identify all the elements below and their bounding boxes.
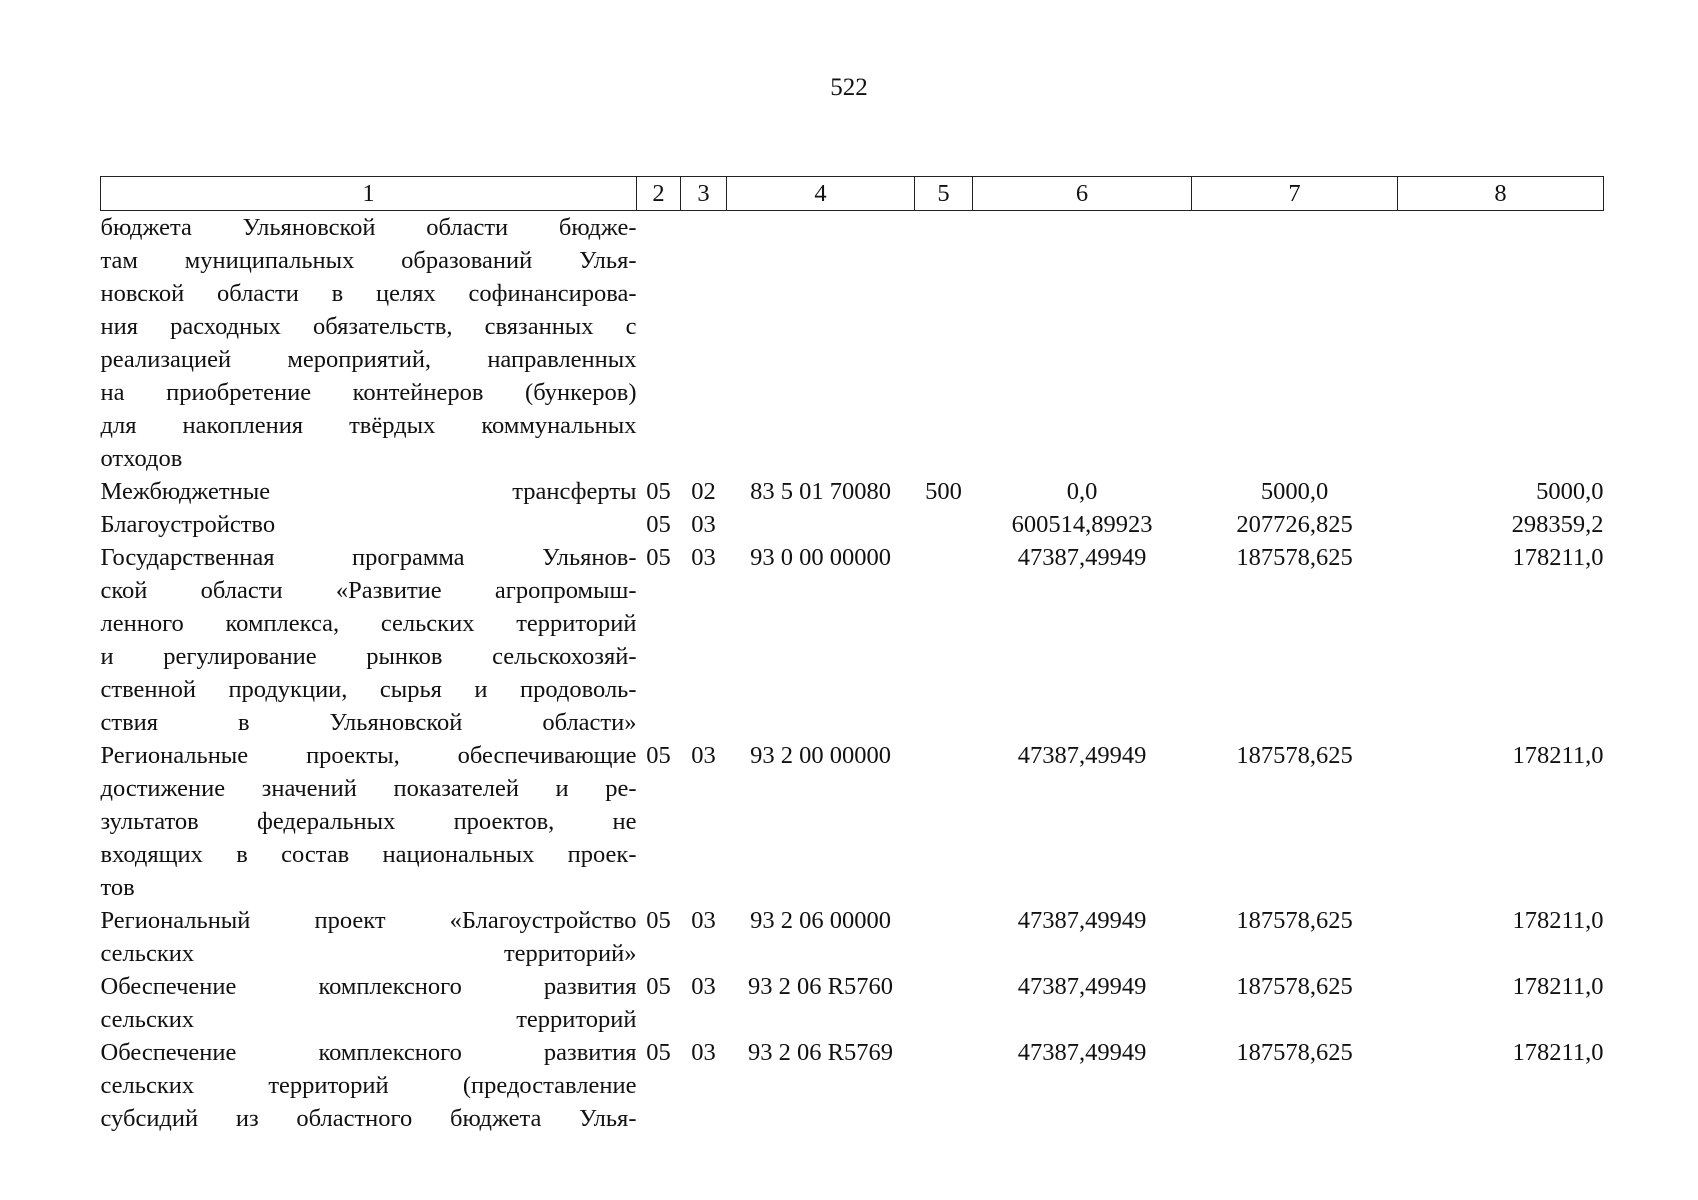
description-line: Благоустройство [100, 511, 276, 538]
table-header [101, 177, 1604, 211]
subsection-code: 03 [691, 973, 716, 1000]
row-description [101, 211, 637, 476]
header-col-7: 7 [1192, 177, 1398, 211]
description-line: отходов [100, 445, 183, 472]
table-row [101, 508, 1604, 541]
section-code: 05 [646, 907, 671, 934]
amount-col-6: 47387,49949 [1017, 907, 1147, 934]
expense-type-code [915, 211, 973, 476]
amount-col-6: 0,0 [1066, 478, 1098, 505]
description-line: ственной продукции, сырья и продоволь- [100, 676, 637, 703]
description-line: сельских территорий (предоставление [100, 1072, 637, 1099]
section-code: 05 [646, 511, 671, 538]
amount-col-8 [1398, 211, 1604, 476]
amount-col-7: 187578,625 [1236, 1039, 1353, 1066]
description-line: зультатов федеральных проектов, не [100, 808, 637, 835]
description-line: ствия в Ульяновской области» [100, 709, 637, 736]
amount-col-6: 47387,49949 [1017, 973, 1147, 1000]
description-line: достижение значений показателей и ре- [100, 775, 637, 802]
amount-col-6: 47387,49949 [1017, 742, 1147, 769]
description-line: Региональный проект «Благоустройство [100, 907, 637, 934]
expense-type-code [915, 508, 973, 541]
description-line: и регулирование рынков сельскохозяй- [100, 643, 637, 670]
subsection-code: 03 [691, 742, 716, 769]
header-row [101, 177, 1604, 211]
section-code: 05 [646, 544, 671, 571]
target-article-code: 93 2 06 R5760 [748, 973, 893, 1000]
amount-col-8: 178211,0 [1512, 1039, 1604, 1066]
amount-col-8: 178211,0 [1512, 544, 1604, 571]
description-line: ской области «Развитие агропромыш- [100, 577, 637, 604]
row-description [101, 904, 637, 970]
section-code: 05 [646, 973, 671, 1000]
target-article-code: 93 2 06 00000 [750, 907, 891, 934]
amount-col-8: 178211,0 [1512, 973, 1604, 1000]
table-body [101, 211, 1604, 1136]
table-row [101, 541, 1604, 739]
expense-type-code [915, 739, 973, 904]
description-line: ленного комплекса, сельских территорий [100, 610, 637, 637]
header-col-2: 2 [637, 177, 681, 211]
table-row [101, 211, 1604, 476]
subsection-code: 03 [691, 544, 716, 571]
section-code: 05 [646, 1039, 671, 1066]
target-article-code: 93 0 00 00000 [750, 544, 891, 571]
table-row [101, 970, 1604, 1036]
description-line: сельских территорий» [100, 940, 637, 967]
expense-type-code: 500 [925, 478, 962, 505]
table-row [101, 739, 1604, 904]
header-col-6: 6 [973, 177, 1192, 211]
subsection-code: 03 [691, 1039, 716, 1066]
description-line: сельских территорий [100, 1006, 637, 1033]
amount-col-6: 47387,49949 [1017, 544, 1147, 571]
description-line: Обеспечение комплексного развития [100, 1039, 637, 1066]
amount-col-7: 5000,0 [1260, 478, 1329, 505]
expense-type-code [915, 541, 973, 739]
row-description [101, 541, 637, 739]
header-col-4: 4 [727, 177, 915, 211]
page-number: 522 [830, 74, 868, 101]
row-description [101, 970, 637, 1036]
table-row [101, 475, 1604, 508]
expense-type-code [915, 1036, 973, 1135]
target-article-code: 83 5 01 70080 [750, 478, 891, 505]
target-article-code: 93 2 06 R5769 [748, 1039, 893, 1066]
row-description [101, 508, 637, 541]
description-line: ния расходных обязательств, связанных с [100, 313, 637, 340]
amount-col-6: 47387,49949 [1017, 1039, 1147, 1066]
subsection-code: 03 [691, 511, 716, 538]
description-line: на приобретение контейнеров (бункеров) [100, 379, 637, 406]
description-line: Межбюджетные трансферты [100, 478, 637, 505]
description-line: для накопления твёрдых коммунальных [100, 412, 637, 439]
table-row [101, 904, 1604, 970]
amount-col-7: 187578,625 [1236, 907, 1353, 934]
section-code: 05 [646, 742, 671, 769]
section-code [637, 211, 681, 476]
amount-col-8: 298359,2 [1511, 511, 1604, 538]
amount-col-7: 187578,625 [1236, 742, 1353, 769]
subsection-code [681, 211, 727, 476]
description-line: бюджета Ульяновской области бюдже- [100, 214, 637, 241]
description-line: Обеспечение комплексного развития [100, 973, 637, 1000]
amount-col-7: 207726,825 [1236, 511, 1353, 538]
amount-col-7 [1192, 211, 1398, 476]
description-line: входящих в состав национальных проек- [100, 841, 637, 868]
budget-table [100, 176, 1604, 1135]
description-line: Региональные проекты, обеспечивающие [100, 742, 637, 769]
target-article-code [727, 508, 915, 541]
row-description [101, 1036, 637, 1135]
amount-col-6 [973, 211, 1192, 476]
description-line: там муниципальных образований Улья- [100, 247, 637, 274]
row-description [101, 739, 637, 904]
amount-col-8: 5000,0 [1536, 478, 1604, 505]
header-col-1: 1 [101, 177, 637, 211]
header-col-3: 3 [681, 177, 727, 211]
amount-col-7: 187578,625 [1236, 544, 1353, 571]
row-description [101, 475, 637, 508]
amount-col-6: 600514,89923 [1011, 511, 1153, 538]
description-line: Государственная программа Ульянов- [100, 544, 637, 571]
target-article-code [727, 211, 915, 476]
expense-type-code [915, 904, 973, 970]
description-line: субсидий из областного бюджета Улья- [100, 1105, 637, 1132]
amount-col-7: 187578,625 [1236, 973, 1353, 1000]
target-article-code: 93 2 00 00000 [750, 742, 891, 769]
header-col-8: 8 [1398, 177, 1604, 211]
table-row [101, 1036, 1604, 1135]
subsection-code: 02 [691, 478, 716, 505]
expense-type-code [915, 970, 973, 1036]
description-line: реализацией мероприятий, направленных [100, 346, 637, 373]
description-line: тов [100, 874, 135, 901]
amount-col-8: 178211,0 [1512, 907, 1604, 934]
section-code: 05 [646, 478, 671, 505]
description-line: новской области в целях софинансирова- [100, 280, 637, 307]
header-col-5: 5 [915, 177, 973, 211]
amount-col-8: 178211,0 [1512, 742, 1604, 769]
subsection-code: 03 [691, 907, 716, 934]
